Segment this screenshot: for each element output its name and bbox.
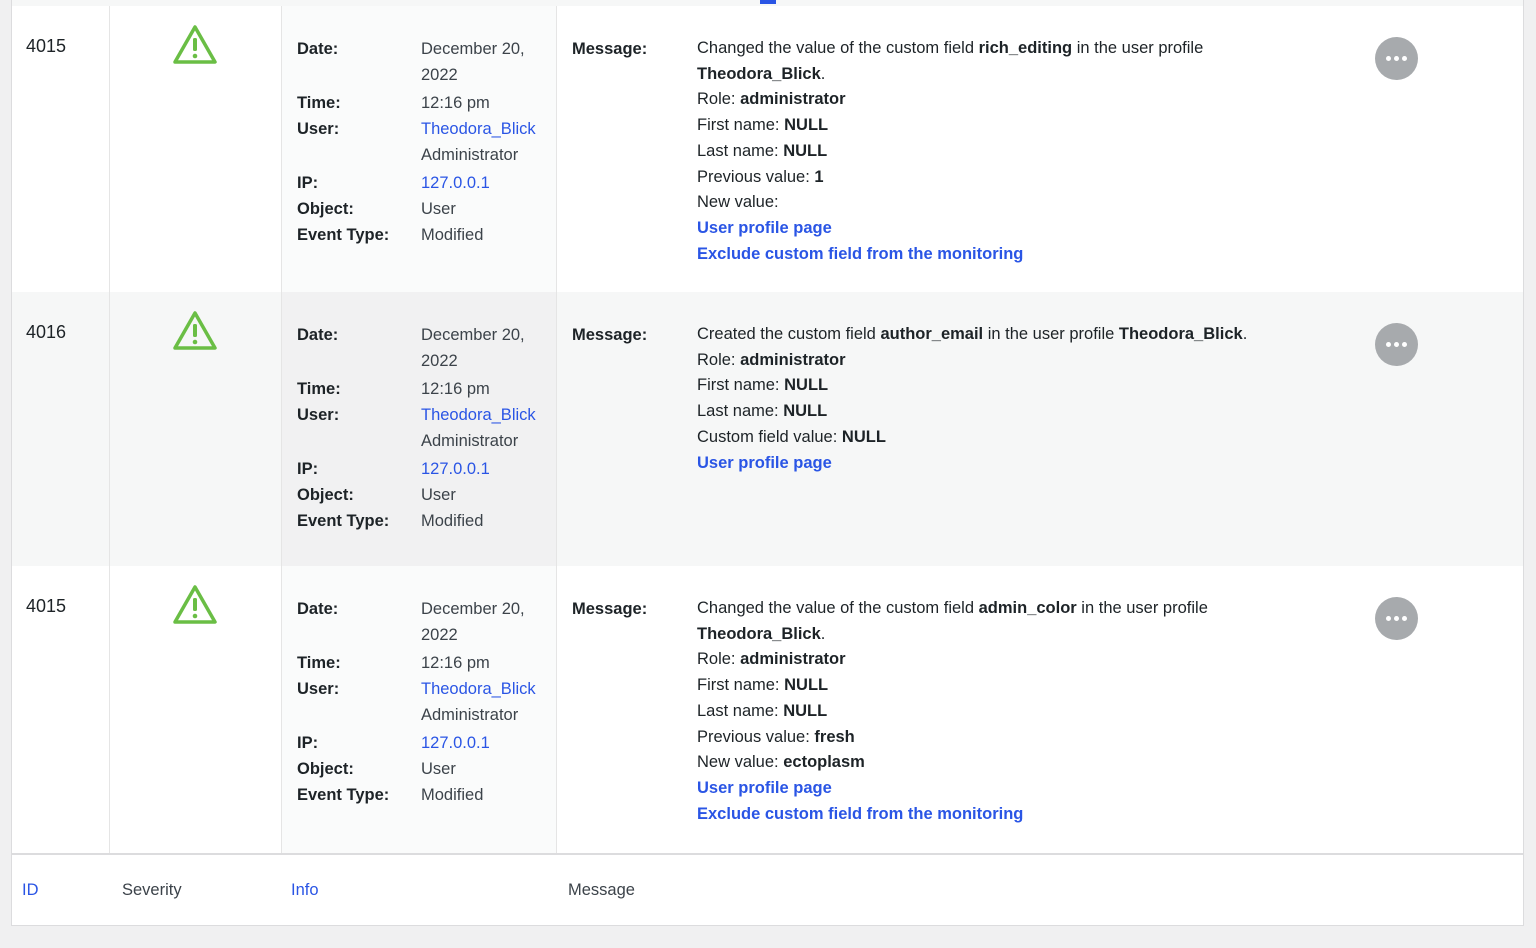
- message-label: Message:: [572, 326, 648, 344]
- user-label: User:: [297, 120, 340, 138]
- event-type-label: Event Type:: [297, 786, 390, 804]
- column-info-sort[interactable]: Info: [291, 881, 319, 899]
- event-type-value: Modified: [421, 226, 484, 244]
- id-cell: [12, 292, 109, 566]
- drag-marker[interactable]: [760, 0, 776, 4]
- message-label: Message:: [572, 40, 648, 58]
- user-role: Administrator: [421, 432, 519, 450]
- date-value: December 20, 2022: [421, 40, 525, 84]
- user-profile-page-link[interactable]: User profile page: [697, 778, 832, 797]
- id-cell: [12, 566, 109, 853]
- severity-cell: [109, 566, 281, 853]
- message-label: Message:: [572, 600, 648, 618]
- more-actions-button[interactable]: [1375, 597, 1418, 640]
- warning-triangle-icon: [172, 310, 218, 352]
- user-profile-page-link[interactable]: User profile page: [697, 453, 832, 472]
- date-label: Date:: [297, 600, 339, 618]
- info-cell: [281, 566, 556, 853]
- more-icon: [1386, 342, 1391, 347]
- profile-name: Theodora_Blick: [697, 64, 821, 83]
- message-cell: [556, 566, 1523, 853]
- time-value: 12:16 pm: [421, 94, 490, 112]
- column-message: Message: [568, 881, 635, 899]
- info-cell: [281, 6, 556, 292]
- event-type-value: Modified: [421, 512, 484, 530]
- date-label: Date:: [297, 40, 339, 58]
- object-label: Object:: [297, 486, 354, 504]
- object-value: User: [421, 486, 456, 504]
- message-body: Changed the value of the custom field rich_editing in the user profile Theodora_Blick. Role: administrator First name: NULL Last name: NULL Previous value: 1 New value: User profile page Exclude custom field from the monitoring: [697, 36, 1337, 267]
- event-type-label: Event Type:: [297, 512, 390, 530]
- table-footer: [12, 853, 1523, 925]
- object-value: User: [421, 760, 456, 778]
- time-label: Time:: [297, 94, 341, 112]
- user-label: User:: [297, 406, 340, 424]
- more-icon: [1386, 56, 1391, 61]
- event-id: 4015: [26, 596, 67, 616]
- date-label: Date:: [297, 326, 339, 344]
- object-label: Object:: [297, 760, 354, 778]
- events-table: [11, 0, 1524, 926]
- ip-label: IP:: [297, 734, 319, 752]
- exclude-custom-field-link[interactable]: Exclude custom field from the monitoring: [697, 244, 1024, 263]
- field-name: author_email: [880, 325, 984, 343]
- event-type-label: Event Type:: [297, 226, 390, 244]
- more-actions-button[interactable]: [1375, 37, 1418, 80]
- date-value: December 20, 2022: [421, 326, 525, 370]
- column-severity: Severity: [122, 881, 182, 899]
- field-name: rich_editing: [978, 39, 1073, 57]
- severity-cell: [109, 6, 281, 292]
- event-type-value: Modified: [421, 786, 484, 804]
- profile-name: Theodora_Blick: [697, 624, 821, 643]
- exclude-custom-field-link[interactable]: Exclude custom field from the monitoring: [697, 804, 1024, 823]
- user-role: Administrator: [421, 706, 519, 724]
- date-value: December 20, 2022: [421, 600, 525, 644]
- more-actions-button[interactable]: [1375, 323, 1418, 366]
- message-body: Changed the value of the custom field admin_color in the user profile Theodora_Blick. Role: administrator First name: NULL Last name: NULL Previous value: fresh New value: ectoplasm User profile page Exclude custom field from the monitoring: [697, 596, 1337, 827]
- user-label: User:: [297, 680, 340, 698]
- object-value: User: [421, 200, 456, 218]
- time-label: Time:: [297, 380, 341, 398]
- more-icon: [1386, 616, 1391, 621]
- user-link[interactable]: Theodora_Blick: [421, 406, 536, 424]
- severity-cell: [109, 292, 281, 566]
- ip-link[interactable]: 127.0.0.1: [421, 174, 490, 192]
- id-cell: [12, 6, 109, 292]
- warning-triangle-icon: [172, 24, 218, 66]
- ip-label: IP:: [297, 174, 319, 192]
- table-row: [12, 292, 1523, 566]
- time-value: 12:16 pm: [421, 380, 490, 398]
- user-link[interactable]: Theodora_Blick: [421, 120, 536, 138]
- message-body: Created the custom field author_email in the user profile Theodora_Blick. Role: administrator First name: NULL Last name: NULL Custom field value: NULL User profile page: [697, 322, 1397, 476]
- ip-label: IP:: [297, 460, 319, 478]
- profile-name: Theodora_Blick: [1118, 325, 1243, 343]
- column-id-sort[interactable]: ID: [22, 881, 39, 899]
- event-id: 4015: [26, 36, 67, 56]
- user-profile-page-link[interactable]: User profile page: [697, 218, 832, 237]
- message-cell: [556, 6, 1523, 292]
- message-cell: [556, 292, 1523, 566]
- table-row: [12, 566, 1523, 853]
- info-cell: [281, 292, 556, 566]
- field-name: admin_color: [978, 599, 1077, 617]
- user-role: Administrator: [421, 146, 519, 164]
- table-row: [12, 6, 1523, 292]
- user-link[interactable]: Theodora_Blick: [421, 680, 536, 698]
- time-label: Time:: [297, 654, 341, 672]
- ip-link[interactable]: 127.0.0.1: [421, 460, 490, 478]
- time-value: 12:16 pm: [421, 654, 490, 672]
- warning-triangle-icon: [172, 584, 218, 626]
- ip-link[interactable]: 127.0.0.1: [421, 734, 490, 752]
- event-id: 4016: [26, 322, 67, 342]
- object-label: Object:: [297, 200, 354, 218]
